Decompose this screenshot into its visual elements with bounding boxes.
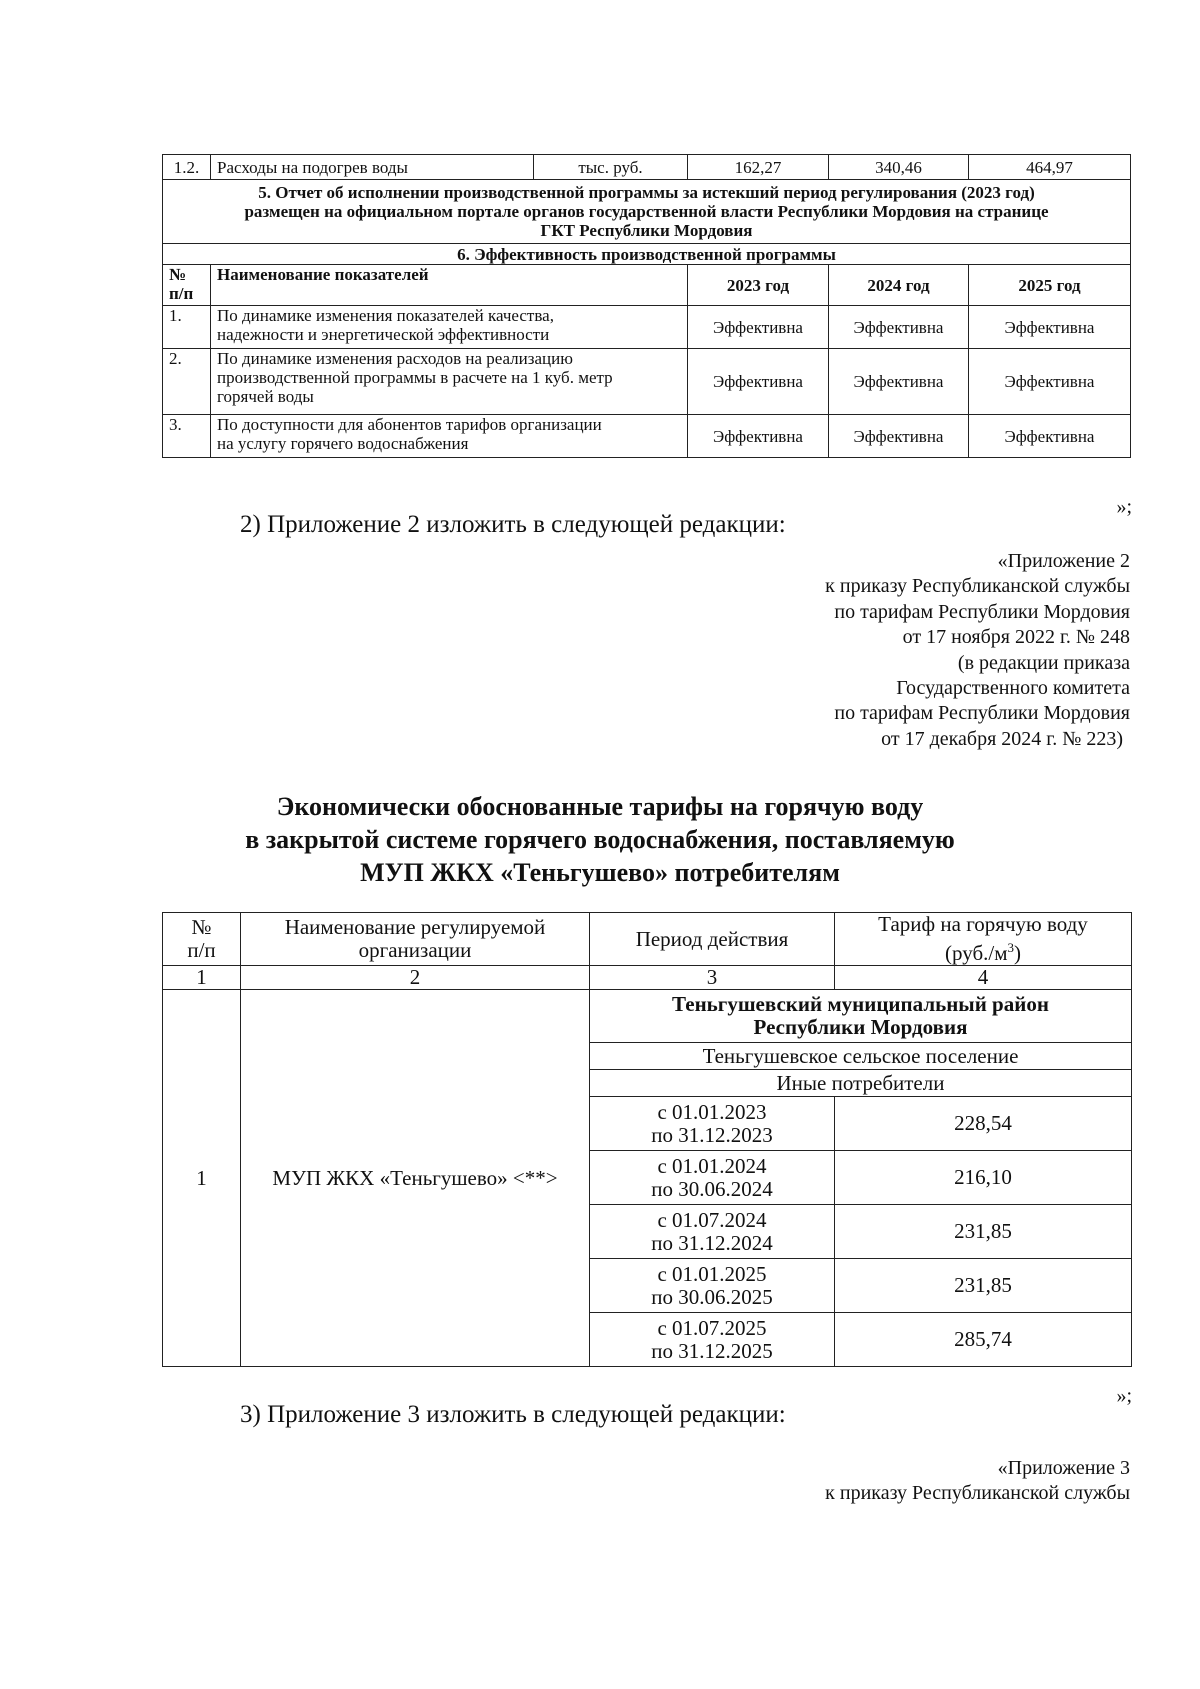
value-2024: Эффективна — [829, 306, 969, 349]
value-2024: Эффективна — [829, 349, 969, 415]
header-org: Наименование регулируемой организации — [241, 913, 590, 966]
period-cell: с 01.01.2025 по 30.06.2025 — [590, 1259, 835, 1313]
row-name: По динамике изменения расходов на реализацию производственной программы в расчете на 1 куб. метр горячей воды — [211, 349, 688, 415]
row-name: По динамике изменения показателей качества, надежности и энергетической эффективности — [211, 306, 688, 349]
row-number: 2. — [163, 349, 211, 415]
paragraph-2: 2) Приложение 2 изложить в следующей редакции: — [240, 511, 786, 538]
header-2024: 2024 год — [829, 265, 969, 306]
col-number: 1 — [163, 966, 241, 990]
value-2023: Эффективна — [688, 306, 829, 349]
tariff-value: 231,85 — [835, 1205, 1132, 1259]
header-tariff: Тариф на горячую воду $(руб./м^3)$ — [835, 913, 1132, 966]
tariff-value: 231,85 — [835, 1259, 1132, 1313]
col-number: 4 — [835, 966, 1132, 990]
row-name: По доступности для абонентов тарифов организации на услугу горячего водоснабжения — [211, 415, 688, 458]
consumers-heading: Иные потребители — [590, 1070, 1132, 1097]
table-row — [163, 349, 1131, 415]
row-number: 1 — [163, 990, 241, 1367]
tariff-value: 285,74 — [835, 1313, 1132, 1367]
settlement-heading: Теньгушевское сельское поселение — [590, 1043, 1132, 1070]
section-6-heading: 6. Эффективность производственной программы — [163, 244, 1131, 265]
header-2025: 2025 год — [969, 265, 1131, 306]
value-2024: Эффективна — [829, 415, 969, 458]
period-cell: с 01.01.2024 по 30.06.2024 — [590, 1151, 835, 1205]
row-number: 3. — [163, 415, 211, 458]
document-title: Экономически обоснованные тарифы на горячую воду в закрытой системе горячего водоснабжения, поставляемую МУП ЖКХ «Теньгушево» потребителям — [245, 792, 955, 887]
table-header-row — [163, 265, 1131, 306]
col-number: 3 — [590, 966, 835, 990]
header-name: Наименование показателей — [211, 265, 688, 306]
production-program-table — [162, 154, 1131, 458]
tariff-value: 216,10 — [835, 1151, 1132, 1205]
value-2023: Эффективна — [688, 415, 829, 458]
header-2023: 2023 год — [688, 265, 829, 306]
appendix-2-header: «Приложение 2 к приказу Республиканской службы по тарифам Республики Мордовия от 17 ноября 2022 г. № 248 (в редакции приказа Государственного комитета по тарифам Республики Мордовия от 17 декабря 2024 г. № 223) — [825, 550, 1130, 750]
table-row — [163, 155, 1131, 180]
row-name: Расходы на подогрев воды — [211, 155, 534, 180]
col-number: 2 — [241, 966, 590, 990]
table-row — [163, 990, 1132, 1043]
paragraph-3: 3) Приложение 3 изложить в следующей редакции: — [240, 1401, 786, 1428]
period-cell: с 01.01.2023 по 31.12.2023 — [590, 1097, 835, 1151]
district-heading: Теньгушевский муниципальный район Республики Мордовия — [590, 990, 1132, 1043]
section-5-heading: 5. Отчет об исполнении производственной программы за истекший период регулирования (2023 год) размещен на официальном портале органов государственной власти Республики Мордовия на странице ГКТ Республики Мордовия — [163, 180, 1131, 244]
tariff-value: 228,54 — [835, 1097, 1132, 1151]
appendix-3-header: «Приложение 3 к приказу Республиканской службы — [825, 1457, 1130, 1505]
value-2025: 464,97 — [969, 155, 1131, 180]
closing-quote-2: »; — [1116, 1385, 1132, 1407]
table-row — [163, 306, 1131, 349]
period-cell: с 01.07.2024 по 31.12.2024 — [590, 1205, 835, 1259]
closing-quote-1: »; — [1116, 496, 1132, 518]
value-2025: Эффективна — [969, 306, 1131, 349]
tariff-table — [162, 912, 1132, 1367]
header-num: № п/п — [163, 913, 241, 966]
value-2024: 340,46 — [829, 155, 969, 180]
value-2023: Эффективна — [688, 349, 829, 415]
row-unit: тыс. руб. — [534, 155, 688, 180]
row-number: 1.2. — [163, 155, 211, 180]
period-cell: с 01.07.2025 по 31.12.2025 — [590, 1313, 835, 1367]
table-row — [163, 415, 1131, 458]
header-period: Период действия — [590, 913, 835, 966]
org-name: МУП ЖКХ «Теньгушево» <**> — [241, 990, 590, 1367]
column-numbers-row — [163, 966, 1132, 990]
value-2023: 162,27 — [688, 155, 829, 180]
row-number: 1. — [163, 306, 211, 349]
table-header-row — [163, 913, 1132, 966]
value-2025: Эффективна — [969, 415, 1131, 458]
header-num: № п/п — [163, 265, 211, 306]
value-2025: Эффективна — [969, 349, 1131, 415]
section-5-row — [163, 180, 1131, 244]
section-6-row — [163, 244, 1131, 265]
